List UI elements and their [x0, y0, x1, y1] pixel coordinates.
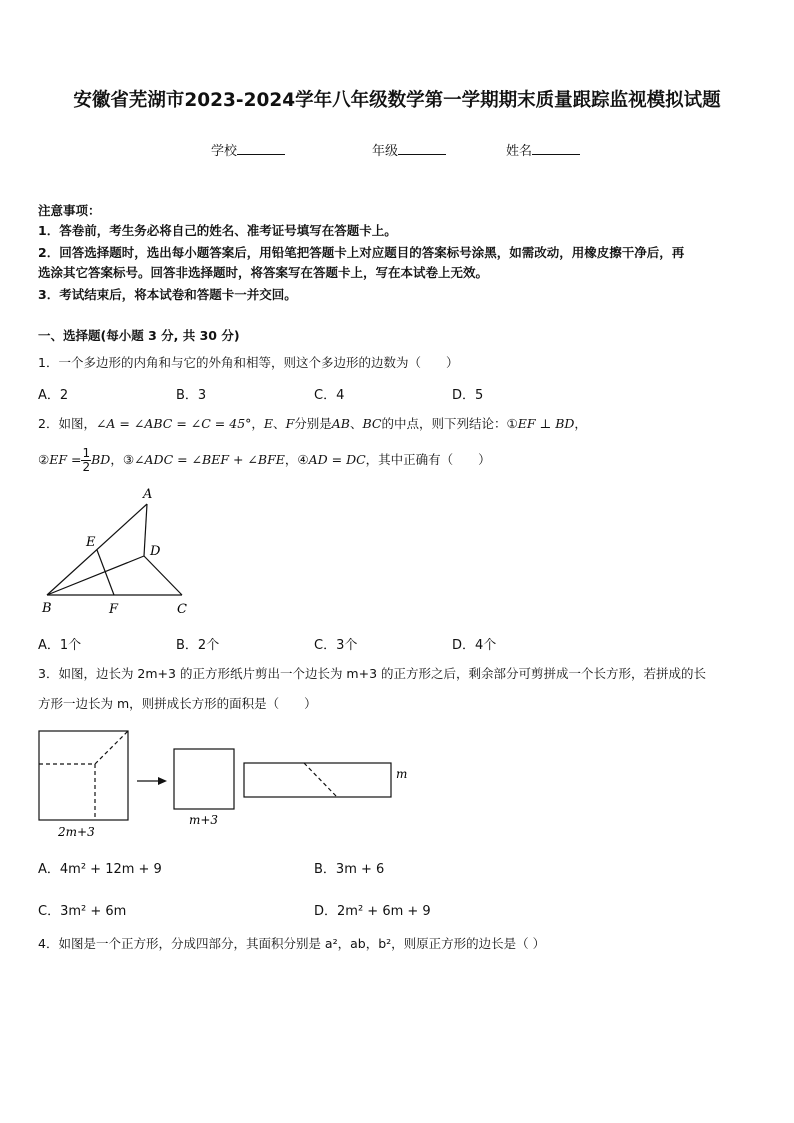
- school-blank[interactable]: [237, 142, 285, 155]
- segment-ba: [47, 504, 147, 595]
- q2-tail: ，其中正确有（ ）: [365, 452, 491, 467]
- q2-conclusion-4: AD = DC: [308, 452, 366, 467]
- long-rectangle: [244, 763, 391, 797]
- label-e: E: [86, 535, 96, 550]
- q3-option-a[interactable]: A．4m² + 12m + 9: [38, 862, 162, 877]
- q3-option-b[interactable]: B．3m + 6: [314, 862, 385, 877]
- label-a: A: [143, 487, 153, 502]
- q2-c2-lhs: EF =: [49, 452, 82, 467]
- q2-c4-prefix: ，④: [284, 452, 309, 467]
- name-field: [506, 140, 580, 159]
- label-b: B: [42, 601, 52, 616]
- q1-option-a[interactable]: A．2: [38, 388, 69, 403]
- q2-text-midpoints: 的中点，则下列结论：①: [381, 416, 518, 431]
- segment-dc: [144, 556, 182, 595]
- notice-item-2: 2．回答选择题时，选出每小题答案后，用铅笔把答题卡上对应题目的答案标号涂黑，如需改动，用橡皮擦干净后，再: [38, 245, 685, 260]
- label-2m3: 2m+3: [58, 825, 95, 839]
- big-square: [39, 731, 128, 820]
- q2-conclusion-3: ∠ADC = ∠BEF + ∠BFE: [134, 452, 285, 467]
- q2-stem-line2: [38, 442, 491, 478]
- notice-item-2-cont: 选涂其它答案标号。回答非选择题时，将答案写在答题卡上，写在本试卷上无效。: [38, 265, 489, 280]
- q3-stem-line2: 方形一边长为 m，则拼成长方形的面积是（ ）: [38, 696, 317, 711]
- arrow-icon: [158, 777, 167, 785]
- notice-item-3: 3．考试结束后，将本试卷和答题卡一并交回。: [38, 287, 297, 302]
- q1-option-d[interactable]: D．5: [452, 388, 484, 403]
- q2-option-a[interactable]: A．1个: [38, 638, 82, 653]
- section-heading: 一、选择题(每小题 3 分, 共 30 分): [38, 328, 240, 343]
- label-c: C: [177, 602, 187, 617]
- q4-stem: 4．如图是一个正方形，分成四部分，其面积分别是 a²，ab，b²，则原正方形的边长是（ ）: [38, 936, 546, 951]
- q1-stem: 1．一个多边形的内角和与它的外角和相等，则这个多边形的边数为（ ）: [38, 355, 459, 370]
- q3-option-d[interactable]: D．2m² + 6m + 9: [314, 904, 431, 919]
- q2-point-e: E: [263, 416, 274, 431]
- q2-sep1: 、: [273, 416, 286, 431]
- q1-option-c[interactable]: C．4: [314, 388, 345, 403]
- school-field: [211, 140, 285, 159]
- q3-stem-line1: 3．如图，边长为 2m+3 的正方形纸片剪出一个边长为 m+3 的正方形之后，剩余部分可剪拼成一个长方形，若拼成的长: [38, 666, 707, 681]
- page-title: 安徽省芜湖市2023-2024学年八年级数学第一学期期末质量跟踪监视模拟试题: [73, 90, 721, 111]
- q2-segment-ab: AB: [331, 416, 350, 431]
- q2-c2-rhs: BD: [91, 452, 111, 467]
- q2-conclusion-1: EF ⊥ BD: [517, 416, 575, 431]
- q3-option-c[interactable]: C．3m² + 6m: [38, 904, 127, 919]
- q2-fraction-half: [81, 447, 91, 474]
- q2-frac-den: 2: [82, 460, 91, 474]
- segment-ef: [97, 550, 114, 595]
- label-m3: m+3: [189, 813, 219, 827]
- cut-line-diagonal: [95, 731, 128, 764]
- grade-blank[interactable]: [398, 142, 446, 155]
- small-square: [174, 749, 234, 809]
- label-f: F: [109, 602, 119, 617]
- q2-comma-2: ，: [574, 416, 587, 431]
- segment-bd: [47, 556, 144, 595]
- q2-option-d[interactable]: D．4个: [452, 638, 497, 653]
- q2-triangle-figure: [36, 484, 196, 618]
- q1-option-b[interactable]: B．3: [176, 388, 207, 403]
- q2-segment-bc: BC: [362, 416, 382, 431]
- q2-c3-prefix: ，③: [110, 452, 135, 467]
- q2-stem-line1: [38, 414, 587, 434]
- grade-field: [372, 140, 446, 159]
- q2-option-b[interactable]: B．2个: [176, 638, 220, 653]
- q2-point-f: F: [285, 416, 295, 431]
- school-label: 学校: [211, 144, 238, 159]
- rect-diagonal-cut: [304, 763, 337, 797]
- q2-sep2: 、: [349, 416, 363, 431]
- q2-c2-prefix: ②: [38, 452, 50, 467]
- segment-ad: [144, 504, 147, 556]
- label-d: D: [150, 544, 161, 559]
- q2-option-c[interactable]: C．3个: [314, 638, 358, 653]
- notice-item-1: 1．答卷前，考生务必将自己的姓名、准考证号填写在答题卡上。: [38, 223, 397, 238]
- grade-label: 年级: [372, 144, 399, 159]
- label-m: m: [396, 767, 408, 781]
- q3-figure: [34, 726, 414, 840]
- name-label: 姓名: [506, 144, 533, 159]
- notice-heading: 注意事项：: [38, 203, 101, 218]
- name-blank[interactable]: [532, 142, 580, 155]
- q2-prefix: 2．如图，: [38, 416, 96, 431]
- q2-comma: ，: [251, 416, 264, 431]
- q2-angle-equation: ∠A = ∠ABC = ∠C = 45°: [95, 416, 252, 431]
- q2-frac-num: 1: [82, 446, 91, 460]
- q2-text-are: 分别是: [294, 416, 332, 431]
